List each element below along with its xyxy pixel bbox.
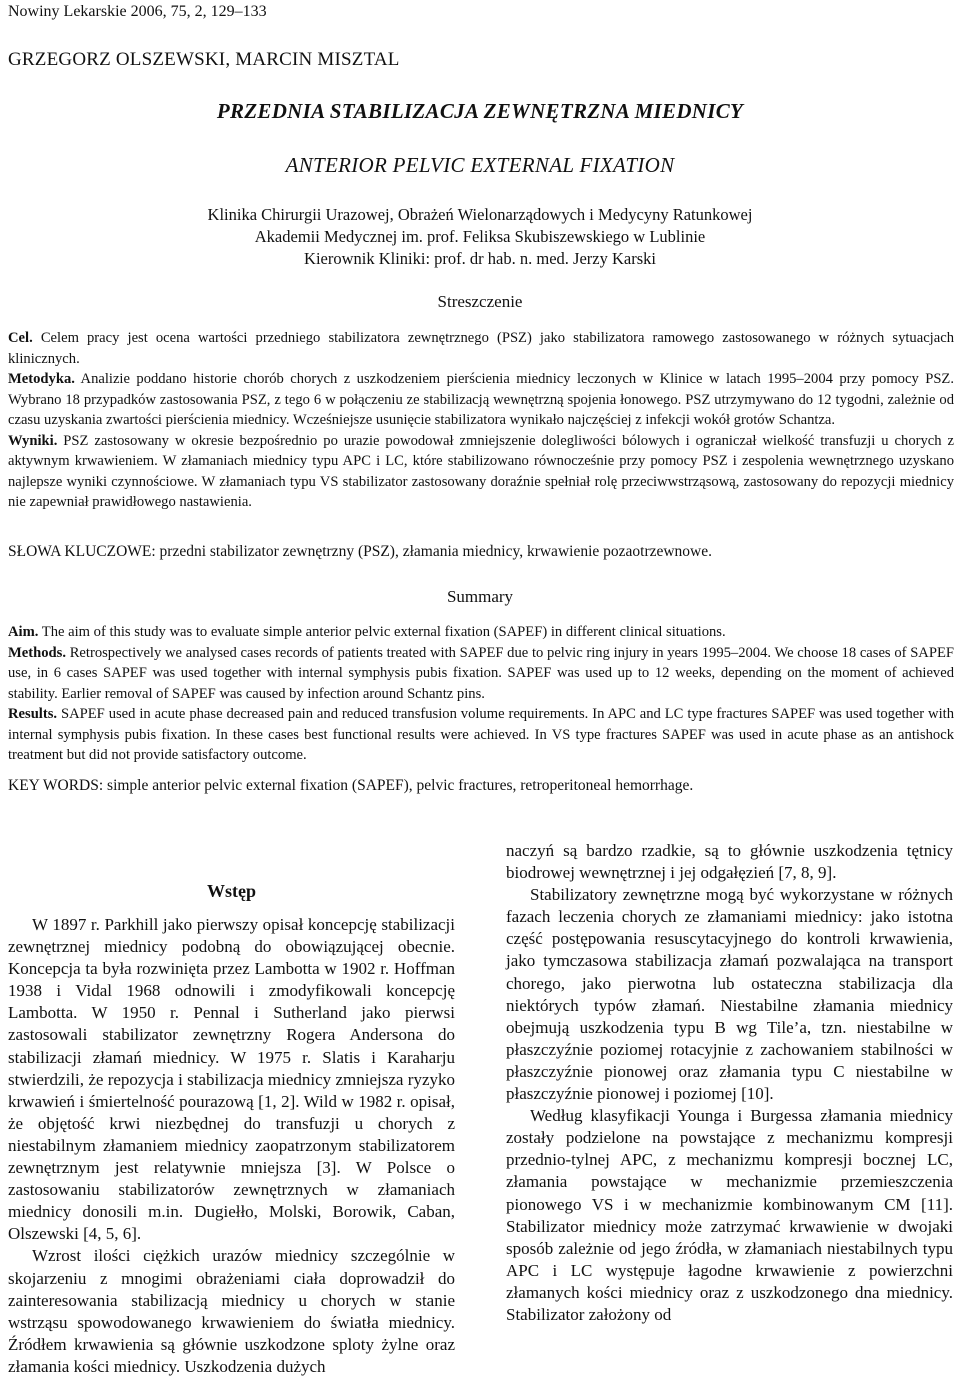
summary-heading: Summary: [446, 587, 514, 606]
paragraph: Stabilizatory zewnętrzne mogą być wykorzystane w różnych fazach leczenia chorych ze złamaniami miednicy: jako istotna część postępowania resuscytacyjnego do kontroli krwawienia, jako tymczasowa stabilizacja złamań pozwalająca na transport chorego, jako pierwotna lub ostateczna stabilizacja dla niektórych typów złamań. Niestabilne złamania miednicy obejmują uszkodzenia typu B wg Tile’a, tzn. niestabilne w płaszczyźnie poziomej rotacyjnie z zachowaniem stabilności w płaszczyźnie pionowej oraz złamania typu C niestabilne w płaszczyźnie pionowej i poziomej [10].: [506, 885, 953, 1104]
text-results: SAPEF used in acute phase decreased pain and reduced transfusion volume requirements. In APC and LC type fractures SAPEF was used together with internal symphysis pubis fixation. In these cases best functional results were achieved. In VS type fractures SAPEF was used in acute phase as an antishock treatment but did not provide satisfactory outcome.: [8, 706, 954, 763]
abstract-polish: [8, 328, 954, 513]
paragraph: Według klasyfikacji Younga i Burgessa złamania miednicy zostały podzielone na powstające z mechanizmu kompresji przednio-tylnej APC, z mechanizmu kompresji bocznej LC, złamania powstające w mechanizmie przemieszczenia pionowego VS i w mechanizmie kombinowanym CM [11]. Stabilizator miednicy może zatrzymać krwawienie w dwojaki sposób zależnie od jego źródła, w złamaniach niestabilnych typu APC i LC występuje łagodne krwawienie z powierzchni złamanych kości miednicy oraz z uszkodzonego dna miednicy. Stabilizator założony od: [506, 1106, 953, 1324]
label-methods: Methods.: [8, 644, 66, 661]
text-cel: Celem pracy jest ocena wartości przedniego stabilizatora zewnętrznego (PSZ) jako stabilizatora ramowego zastosowanego w różnych sytuacjach klinicznych.: [8, 330, 954, 367]
text-aim: The aim of this study was to evaluate simple anterior pelvic external fixation (SAPEF) in different clinical situations.: [38, 624, 726, 640]
affiliation-line: Kierownik Kliniki: prof. dr hab. n. med. Jerzy Karski: [304, 249, 656, 268]
journal-citation: Nowiny Lekarskie 2006, 75, 2, 129–133: [8, 3, 267, 20]
abstract-metodyka: [8, 369, 954, 431]
affiliation-line: Klinika Chirurgii Urazowej, Obrażeń Wielonarządowych i Medycyny Ratunkowej: [207, 205, 753, 224]
abstract-english: [8, 622, 954, 766]
abstract-methods: [8, 643, 954, 705]
keywords-polish: SŁOWA KLUCZOWE: przedni stabilizator zewnętrzny (PSZ), złamania miednicy, krwawienie pozaotrzewnowe.: [8, 543, 713, 560]
paragraph: W 1897 r. Parkhill jako pierwszy opisał koncepcję stabilizacji zewnętrznej miednicy podobną do obowiązującej obecnie. Koncepcja ta była rozwinięta przez Lambotta w 1902 r. Hoffman 1938 i Vidal 1968 odnowili i zmodyfikowali koncepcję Lambotta. W 1950 r. Pennal i Sutherland jako pierwsi zastosowali stabilizator zewnętrzny Rogera Andersona do stabilizacji złamań miednicy. W 1975 r. Slatis i Karaharju stwierdzili, że repozycja i stabilizacja miednicy zmniejsza ryzyko krwawień i śmiertelność pourazową [1, 2]. Wild w 1982 r. opisał, że objętość krwi niezbędnej do transfuzji u chorych z niestabilnym złamaniem miednicy zaopatrzonym stabilizatorem zewnętrznym jest relatywnie mniejsza [3]. W Polsce o zastosowaniu stabilizatorów zewnętrznych w złamaniach miednicy donosili m.in. Dugiełło, Molski, Borowik, Caban, Olszewski [4, 5, 6].: [8, 915, 455, 1244]
text-wyniki: PSZ zastosowany w okresie bezpośrednio po urazie powodował zmniejszenie dolegliwości bólowych i ograniczał wielkość transfuzji u chorych z aktywnym krwawieniem. W złamaniach miednicy typu APC i LC, które stabilizowano równocześnie przy pomocy PSZ i zespolenia wewnętrznego uzyskano najlepsze wyniki czynnościowe. W złamaniach typu VS stabilizator zastosowany doraźnie spełniał rolę przeciwwstrząsową, zastosowany do repozycji miednicy nie zapewniał prawidłowego nastawienia.: [8, 432, 954, 510]
affiliation: [0, 204, 960, 270]
label-aim: Aim.: [8, 624, 39, 640]
section-heading-wstep: Wstęp: [207, 881, 256, 901]
body-column-left: [8, 880, 455, 1378]
abstract-wyniki: [8, 431, 954, 513]
text-methods: Retrospectively we analysed cases records of patients treated with SAPEF due to pelvic ring injury in years 1995–2004. We choose 18 cases of SAPEF use, in 6 cases SAPEF was used together with internal symphysis pubis fixation. SAPEF was used up to 12 weeks, depending on the moment of achieved stability. Earlier removal of SAPEF was caused by infection around Schantz pins.: [8, 644, 954, 702]
keywords-english: KEY WORDS: simple anterior pelvic external fixation (SAPEF), pelvic fractures, retroperitoneal hemorrhage.: [8, 777, 694, 794]
label-results: Results.: [8, 706, 58, 722]
text-metodyka: Analizie poddano historie chorób chorych z uszkodzeniem pierścienia miednicy leczonych w Klinice w latach 1995–2004 przy pomocy PSZ. Wybrano 18 przypadków zastosowania PSZ, z tego 6 w połączeniu ze stabilizacją wewnętrzną spojenia łonowego. PSZ utrzymywano do 12 tygodni, zależnie od czasu uzyskania zwartości pierścienia miednicy. Wcześniejsze usunięcie stabilizatora wynikało najczęściej z infekcji wokół grotów Schantza.: [8, 371, 954, 428]
affiliation-line: Akademii Medycznej im. prof. Feliksa Skubiszewskiego w Lublinie: [254, 227, 706, 246]
title-english: ANTERIOR PELVIC EXTERNAL FIXATION: [285, 153, 675, 177]
label-cel: Cel.: [8, 330, 33, 346]
body-column-right: [506, 840, 953, 1326]
paragraph: naczyń są bardzo rzadkie, są to głównie uszkodzenia tętnicy biodrowej wewnętrznej i jej odgałęzień [7, 8, 9].: [506, 841, 953, 883]
abstract-aim: [8, 622, 954, 643]
abstract-results: [8, 704, 954, 766]
label-metodyka: Metodyka.: [8, 371, 75, 387]
abstract-cel: [8, 328, 954, 369]
streszczenie-heading: Streszczenie: [437, 292, 523, 311]
authors: GRZEGORZ OLSZEWSKI, MARCIN MISZTAL: [8, 49, 400, 70]
paragraph: Wzrost ilości ciężkich urazów miednicy szczególnie w skojarzeniu z mnogimi obrażeniami ciała doprowadził do zainteresowania stabilizacją miednicy u chorych w stanie wstrząsu spowodowanego krwawieniem do światła miednicy. Źródłem krwawienia są głównie uszkodzone sploty żylne oraz złamania kości miednicy. Uszkodzenia dużych: [8, 1246, 455, 1376]
label-wyniki: Wyniki.: [8, 432, 58, 449]
title-polish: PRZEDNIA STABILIZACJA ZEWNĘTRZNA MIEDNICY: [216, 99, 744, 123]
